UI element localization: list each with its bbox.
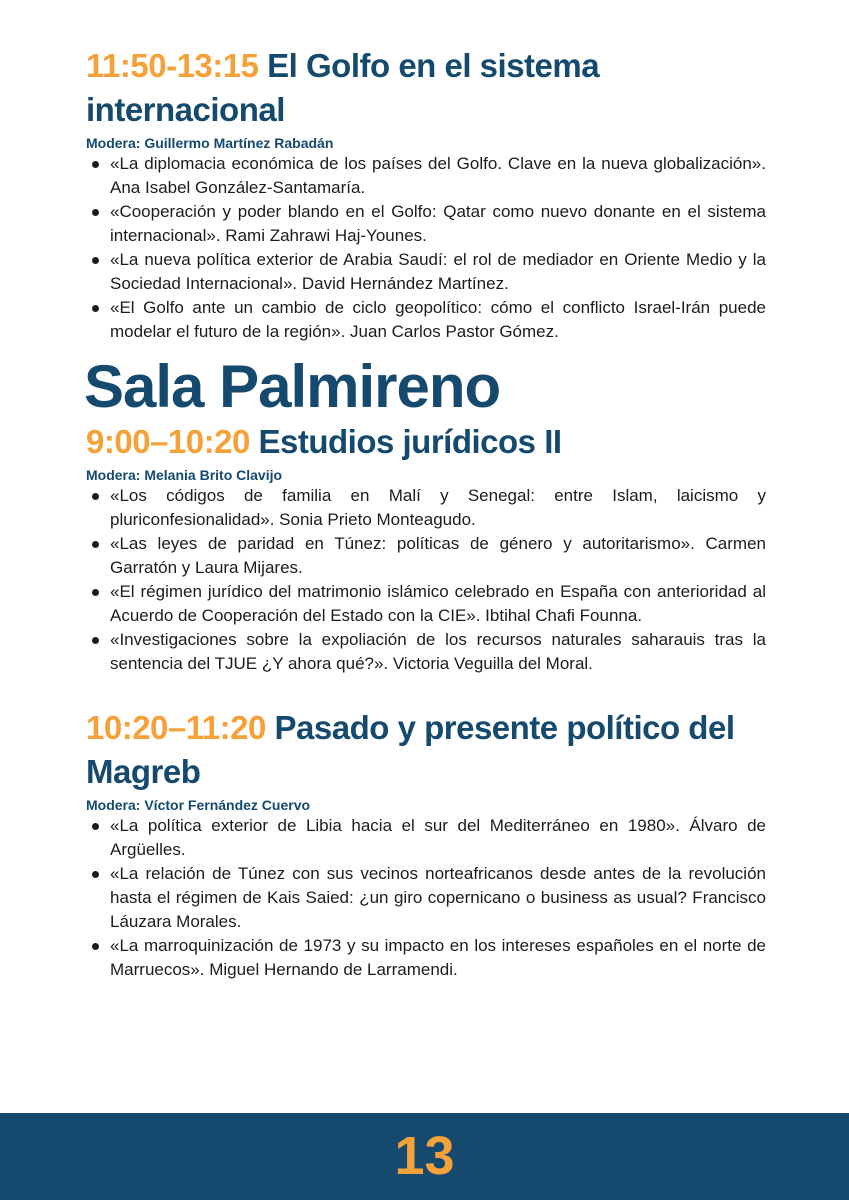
session-golfo (86, 44, 766, 344)
footer-bar (0, 1113, 849, 1200)
session-time: 11:50-13:15 (86, 47, 259, 84)
session-heading (86, 44, 766, 132)
list-item: «Las leyes de paridad en Túnez: políticas de género y autoritarismo». Carmen Garratón y Laura Mijares. (110, 532, 766, 580)
talk-list (86, 152, 766, 344)
session-title-text: Estudios jurídicos II (258, 423, 562, 460)
list-item: «La diplomacia económica de los países del Golfo. Clave en la nueva globalización». Ana Isabel González-Santamaría. (110, 152, 766, 200)
session-heading (86, 420, 766, 464)
session-magreb (86, 706, 766, 982)
list-item: «La relación de Túnez con sus vecinos norteafricanos desde antes de la revolución hasta el régimen de Kais Saied: ¿un giro copernicano o business as usual? Francisco Láuzara Morales. (110, 862, 766, 934)
list-item: «La política exterior de Libia hacia el sur del Mediterráneo en 1980». Álvaro de Argüelles. (110, 814, 766, 862)
list-item: «Los códigos de familia en Malí y Senegal: entre Islam, laicismo y pluriconfesionalidad». Sonia Prieto Monteagudo. (110, 484, 766, 532)
list-item: «La marroquinización de 1973 y su impacto en los intereses españoles en el norte de Marruecos». Miguel Hernando de Larramendi. (110, 934, 766, 982)
talk-list (86, 814, 766, 982)
list-item: «Cooperación y poder blando en el Golfo: Qatar como nuevo donante en el sistema internacional». Rami Zahrawi Haj-Younes. (110, 200, 766, 248)
page-number: 13 (394, 1126, 455, 1186)
list-item: «La nueva política exterior de Arabia Saudí: el rol de mediador en Oriente Medio y la Sociedad Internacional». David Hernández Martínez. (110, 248, 766, 296)
program-page (86, 44, 766, 982)
list-item: «El régimen jurídico del matrimonio islámico celebrado en España con anterioridad al Acuerdo de Cooperación del Estado con la CIE». Ibtihal Chafi Founna. (110, 580, 766, 628)
session-title-text: Pasado y presente político del Magreb (86, 709, 735, 790)
list-item: «El Golfo ante un cambio de ciclo geopolítico: cómo el conflicto Israel-Irán puede modelar el futuro de la región». Juan Carlos Pastor Gómez. (110, 296, 766, 344)
session-heading (86, 706, 766, 794)
session-moderator: Modera: Melania Brito Clavijo (86, 467, 283, 483)
session-estudios-juridicos (86, 420, 766, 676)
session-time: 10:20–11:20 (86, 709, 266, 746)
room-title: Sala Palmireno (84, 353, 501, 420)
talk-list (86, 484, 766, 676)
list-item: «Investigaciones sobre la expoliación de los recursos naturales saharauis tras la sentencia del TJUE ¿Y ahora qué?». Victoria Veguilla del Moral. (110, 628, 766, 676)
session-time: 9:00–10:20 (86, 423, 250, 460)
session-moderator: Modera: Guillermo Martínez Rabadán (86, 135, 334, 151)
section-spacer (86, 676, 766, 706)
session-title-text: El Golfo en el sistema internacional (86, 47, 600, 128)
session-moderator: Modera: Víctor Fernández Cuervo (86, 797, 311, 813)
